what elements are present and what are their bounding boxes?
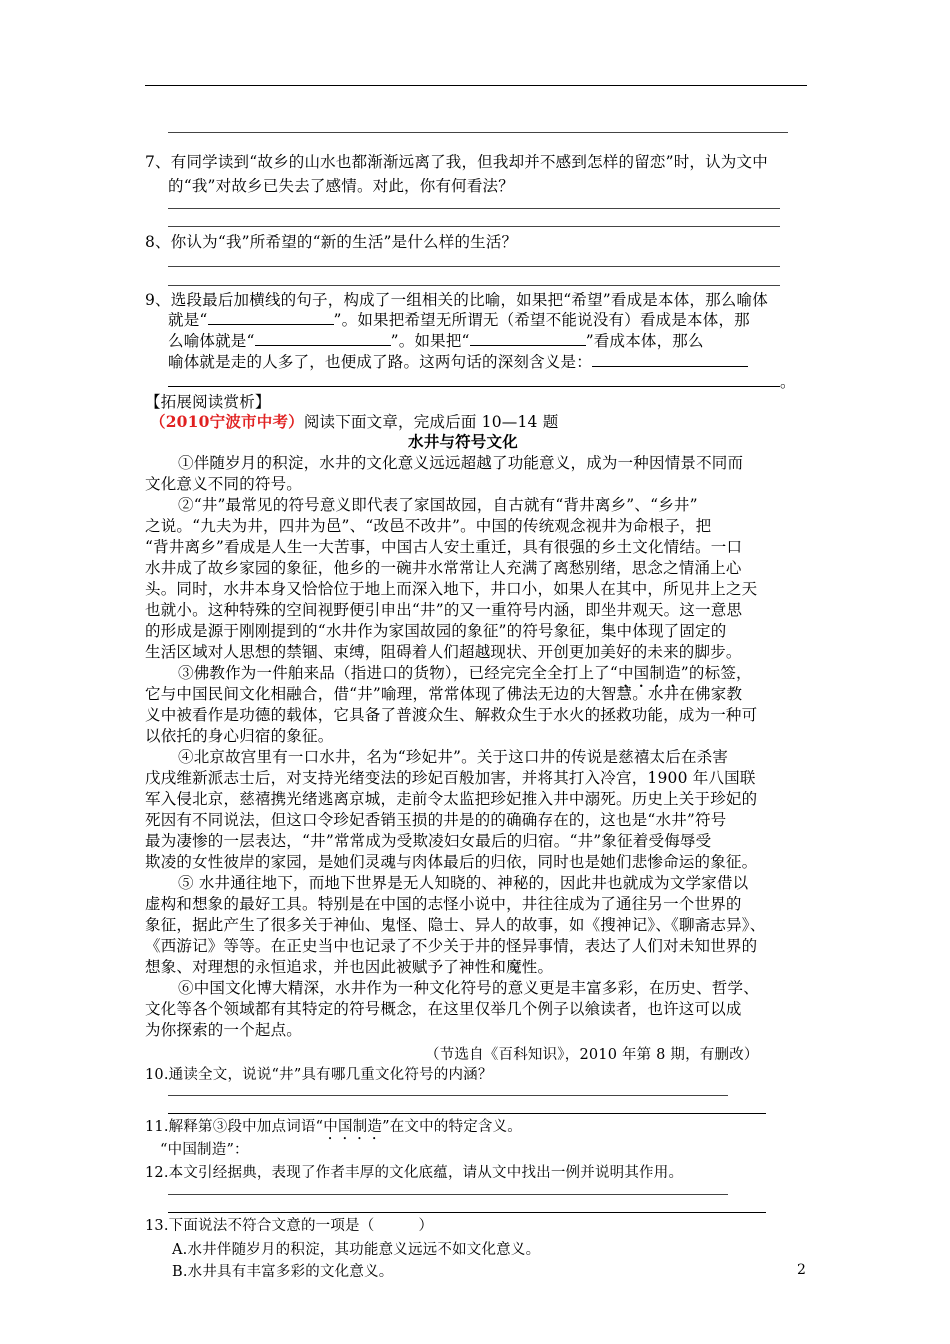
question-9-line-3: 么喻体就是“ ”。如果把“ ”看成本体，那么 [168, 332, 704, 350]
question-8: 8、你认为“我”所希望的“新的生活”是什么样的生活？ [145, 233, 518, 251]
article-line: 欺凌的女性彼岸的家园，是她们灵魂与肉体最后的归依，同时也是她们悲惨命运的象征。 [145, 853, 758, 871]
article-source: （节选自《百科知识》，2010 年第 8 期，有删改） [425, 1047, 759, 1063]
blank[interactable] [255, 331, 391, 346]
article-line: 想象、对理想的永恒追求，并也因此被赋予了神性和魔性。 [145, 958, 554, 976]
question-9-line-5: 。 [168, 372, 796, 392]
article-line: 文化意义不同的符号。 [145, 475, 303, 493]
article-line: 之说。“九夫为井，四井为邑”、“改邑不改井”。中国的传统观念视井为命根子，把 [145, 517, 712, 535]
article-line: 为你探索的一个起点。 [145, 1021, 303, 1039]
answer-line [168, 208, 780, 209]
article-line: 戊戌维新派志士后，对支持光绪变法的珍妃百般加害，并将其打入冷宫，1900 年八国联 [145, 769, 756, 787]
page-number: 2 [797, 1262, 806, 1278]
article-title: 水井与符号文化 [408, 433, 518, 451]
question-10: 10.通读全文，说说“井”具有哪几重文化符号的内涵？ [145, 1067, 493, 1083]
article-line: ⑤ 水井通往地下，而地下世界是无人知晓的、神秘的，因此井也就成为文学家借以 [178, 874, 749, 892]
article-line: ⑥中国文化博大精深，水井作为一种文化符号的意义更是丰富多彩，在历史、哲学、 [178, 979, 759, 997]
article-line: “背井离乡”看成是人生一大苦事，中国古人安土重迁，具有很强的乡土文化情结。一口 [145, 538, 743, 556]
answer-line [168, 1194, 728, 1195]
article-line: 的形成是源于刚刚提到的“水井作为家国故园的象征”的符号象征，集中体现了固定的 [145, 622, 727, 640]
article-line: 它与中国民间文化相融合，借“井”喻理，常常体现了佛法无边的大智慧。水井在佛家教 [145, 685, 743, 703]
article-line: ②“井”最常见的符号意义即代表了家国故园，自古就有“背井离乡”、“乡井” [178, 496, 698, 514]
answer-line [168, 285, 780, 286]
blank[interactable] [168, 372, 780, 387]
blank[interactable] [592, 352, 748, 367]
article-line: ③佛教作为一件舶来品（指进口的货物），已经完完全全打上了“中国制造”的标签， [178, 664, 752, 682]
question-11-answer-label: “中国制造”： [160, 1142, 249, 1158]
article-line: 头。同时，水井本身又恰恰位于地上而深入地下，井口小，如果人在其中，所见井上之天 [145, 580, 758, 598]
article-line: 生活区域对人思想的禁锢、束缚，阻碍着人们超越现状、开创更加美好的未来的脚步。 [145, 643, 742, 661]
article-line: 军入侵北京，慈禧携光绪逃离京城，走前令太监把珍妃推入井中溺死。历史上关于珍妃的 [145, 790, 758, 808]
question-11: 11.解释第③段中加点词语“中国制造”在文中的特定含义。 [145, 1119, 523, 1135]
question-7-line-1: 7、有同学读到“故乡的山水也都渐渐远离了我，但我却并不感到怎样的留恋”时，认为文中 [145, 153, 768, 171]
answer-line [168, 266, 780, 267]
article-line: 以依托的身心归宿的象征。 [145, 727, 334, 745]
question-12: 12.本文引经据典，表现了作者丰厚的文化底蕴，请从文中找出一例并说明其作用。 [145, 1165, 684, 1181]
article-line: 文化等各个领域都有其特定的符号概念，在这里仅举几个例子以飨读者，也许这可以成 [145, 1000, 742, 1018]
question-9-line-1: 9、选段最后加横线的句子，构成了一组相关的比喻，如果把“希望”看成是本体，那么喻体 [145, 291, 768, 309]
article-line: 象征，据此产生了很多关于神仙、鬼怪、隐士、异人的故事，如《搜神记》、《聊斋志异》、 [145, 916, 766, 934]
emphasized-term: 中国制造 [323, 1119, 383, 1135]
article-line: ①伴随岁月的积淀，水井的文化意义远远超越了功能意义，成为一种因情景不同而 [178, 454, 744, 472]
blank[interactable] [470, 331, 586, 346]
article-line: 也就小。这种特殊的空间视野便引申出“井”的又一重符号内涵，即坐井观天。这一意思 [145, 601, 743, 619]
question-9-line-2: 就是“ ”。如果把希望无所谓无（希望不能说没有）看成是本体，那 [168, 311, 750, 329]
article-line: ④北京故宫里有一口水井，名为“珍妃井”。关于这口井的传说是慈禧太后在杀害 [178, 748, 729, 766]
question-7-line-2: 的“我”对故乡已失去了感情。对此，你有何看法？ [168, 177, 514, 195]
article-line: 死因有不同说法，但这口令珍妃香销玉损的井是的的确确存在的，这也是“水井”符号 [145, 811, 727, 829]
article-line: 最为凄惨的一层表达，“井”常常成为受欺凌妇女最后的归宿。“井”象征着受侮辱受 [145, 832, 712, 850]
section-instruction: （2010宁波市中考）阅读下面文章，完成后面 10—14 题 [150, 412, 559, 431]
article-line: 虚构和想象的最好工具。特别是在中国的志怪小说中，井往往成为了通往另一个世界的 [145, 895, 742, 913]
header-rule [145, 85, 807, 86]
answer-line [168, 226, 780, 227]
answer-line [168, 1212, 766, 1213]
question-13-option-b: B.水井具有丰富多彩的文化意义。 [172, 1264, 394, 1280]
section-label: 【拓展阅读赏析】 [145, 393, 271, 411]
question-13-option-a: A.水井伴随岁月的积淀，其功能意义远远不如文化意义。 [172, 1242, 541, 1258]
blank[interactable] [208, 310, 334, 325]
question-9-line-4: 喻体就是走的人多了，也便成了路。这两句话的深刻含义是： [168, 352, 748, 372]
emphasized-term: 中国制造 [617, 664, 681, 682]
answer-line [168, 132, 788, 133]
answer-line [168, 1113, 766, 1114]
answer-line [168, 1095, 728, 1096]
article-line: 《西游记》等等。在正史当中也记录了不少关于井的怪异事情，表达了人们对未知世界的 [145, 937, 758, 955]
article-line: 水井成了故乡家园的象征，他乡的一碗井水常常让人充满了离愁别绪，思念之情涌上心 [145, 559, 742, 577]
article-line: 义中被看作是功德的载体，它具备了普渡众生、解救众生于水火的拯救功能，成为一种可 [145, 706, 758, 724]
question-13: 13.下面说法不符合文意的一项是（ ） [145, 1218, 434, 1234]
